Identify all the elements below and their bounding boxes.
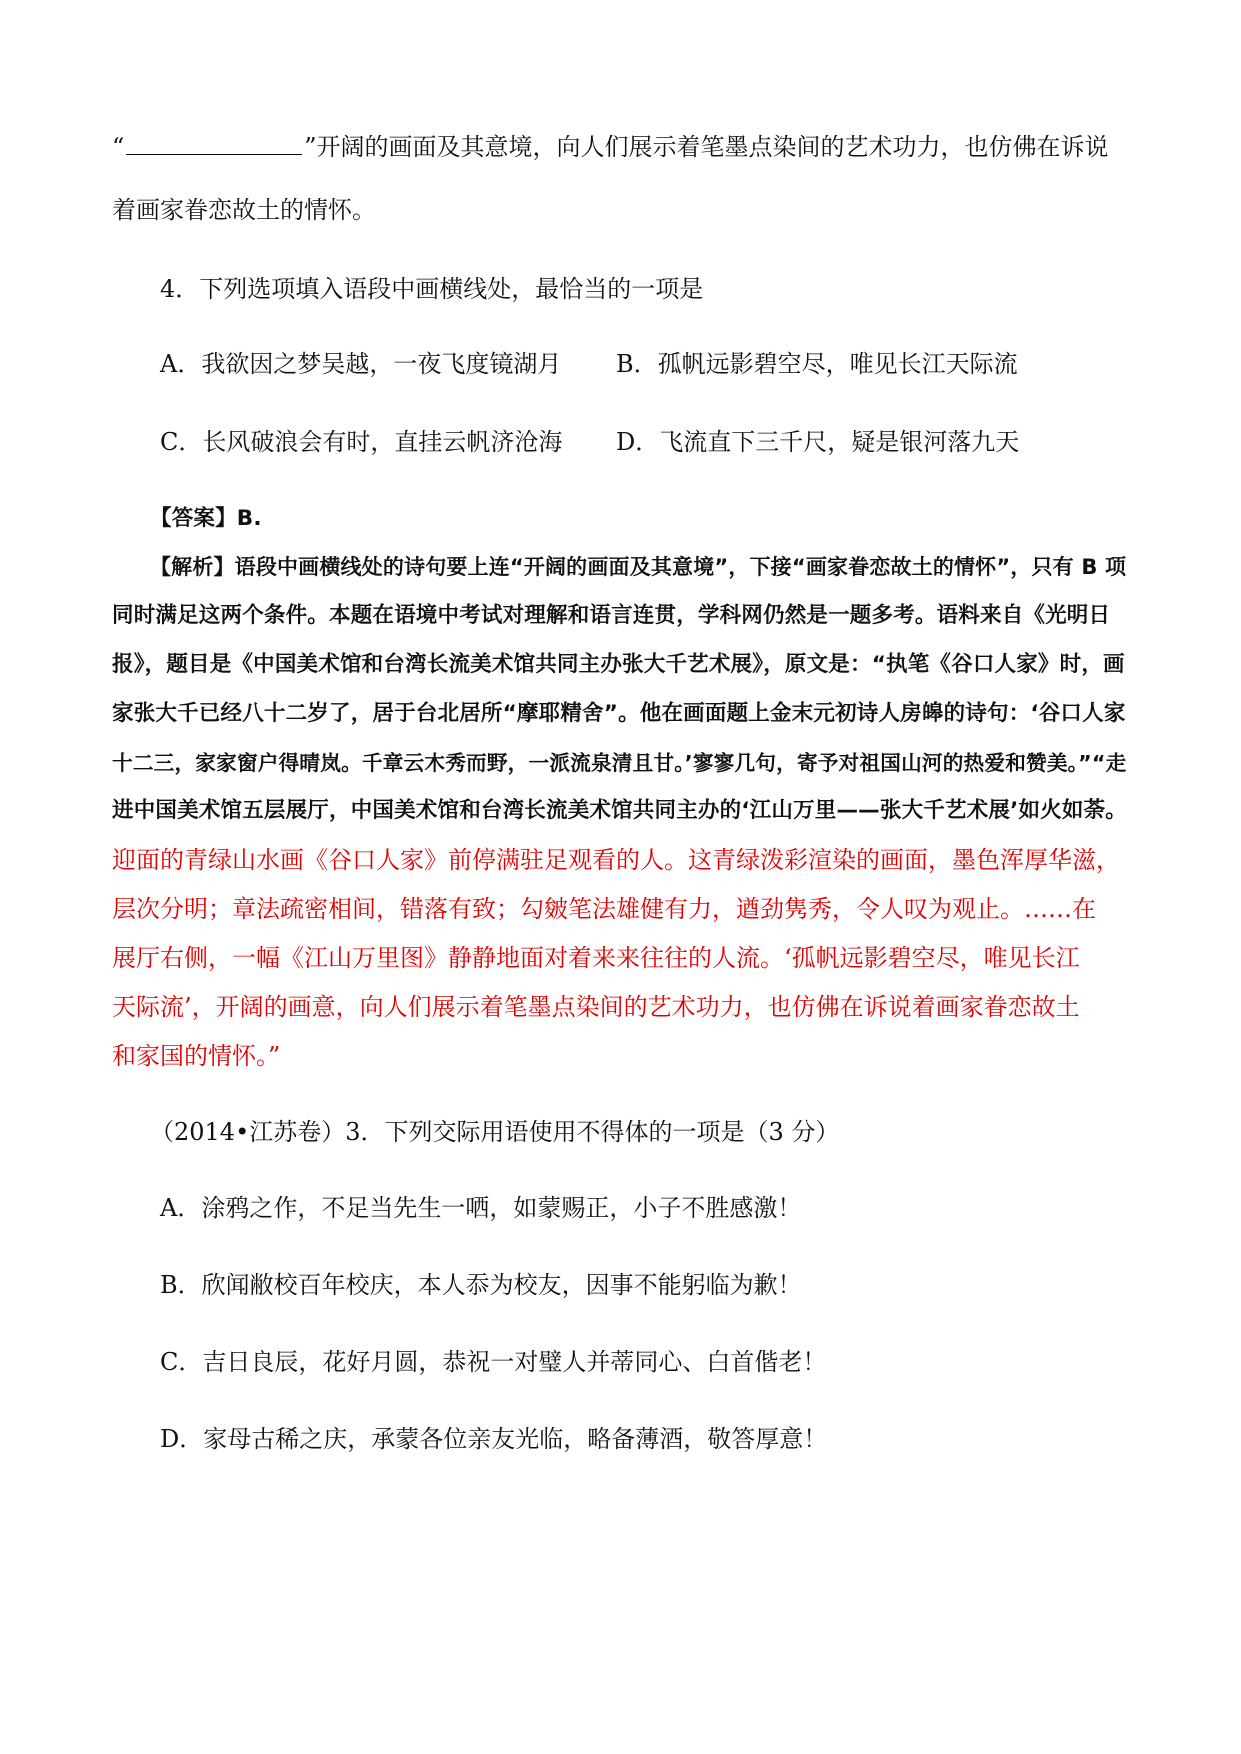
analysis-line-1: 【解析】语段中画横线处的诗句要上连“开阔的画面及其意境”，下接“画家眷恋故土的情怀”，只有 B 项 [150,555,1127,579]
question4-option-d: D．飞流直下三千尺，疑是银河落九天 [616,428,1020,456]
fill-in-blank [126,132,302,155]
question3-option-c: C．吉日良辰，花好月圆，恭祝一对璧人并蒂同心、白首偕老！ [160,1348,827,1376]
question3-option-b: B．欣闻敝校百年校庆，本人忝为校友，因事不能躬临为歉！ [160,1271,802,1299]
passage-line-1 [112,130,1109,164]
source-line-4: 天际流’，开阔的画意，向人们展示着笔墨点染间的艺术功力，也仿佛在诉说着画家眷恋故土 [112,993,1080,1021]
analysis-line-6: 进中国美术馆五层展厅，中国美术馆和台湾长流美术馆共同主办的‘江山万里——张大千艺术展’如火如荼。 [112,798,1127,823]
question4-answer: 【答案】B. [150,506,262,531]
analysis-line-3: 报》，题目是《中国美术馆和台湾长流美术馆共同主办张大千艺术展》，原文是：“执笔《谷口人家》时，画 [112,652,1125,677]
analysis-line-4: 家张大千已经八十二岁了，居于台北居所“摩耶精舍”。他在画面题上金末元初诗人房皞的诗句：‘谷口人家 [112,701,1126,726]
open-quote: “ [112,133,125,161]
source-line-2: 层次分明；章法疏密相间，错落有致；勾皴笔法雄健有力，遒劲隽秀，令人叹为观止。……在 [112,895,1096,923]
source-line-5: 和家国的情怀。” [112,1042,281,1070]
question4-option-a: A．我欲因之梦吴越，一夜飞度镜湖月 [160,350,562,378]
passage-line-1-text: ”开阔的画面及其意境，向人们展示着笔墨点染间的艺术功力，也仿佛在诉说 [304,133,1109,161]
question4-option-b: B．孤帆远影碧空尽，唯见长江天际流 [616,350,1018,378]
analysis-line-5: 十二三，家家窗户得晴岚。千章云木秀而野，一派流泉清且甘。’寥寥几句，寄予对祖国山河的热爱和赞美。”“走 [112,751,1127,775]
question3-option-a: A．涂鸦之作，不足当先生一哂，如蒙赐正，小子不胜感激！ [160,1194,802,1222]
question3-option-d: D．家母古稀之庆，承蒙各位亲友光临，略备薄酒，敬答厚意！ [160,1425,828,1453]
source-line-3: 展厅右侧，一幅《江山万里图》静静地面对着来来往往的人流。‘孤帆远影碧空尽，唯见长江 [112,944,1080,972]
question4-stem: 4．下列选项填入语段中画横线处，最恰当的一项是 [160,275,704,303]
analysis-line-2: 同时满足这两个条件。本题在语境中考试对理解和语言连贯，学科网仍然是一题多考。语料来自《光明日 [112,603,1111,628]
passage-line-2: 着画家眷恋故土的情怀。 [112,196,376,224]
source-line-1: 迎面的青绿山水画《谷口人家》前停满驻足观看的人。这青绿泼彩渲染的画面，墨色浑厚华滋， [112,846,1120,874]
question3-stem: （2014•江苏卷）3．下列交际用语使用不得体的一项是（3 分） [150,1118,840,1146]
question4-option-c: C．长风破浪会有时，直挂云帆济沧海 [160,428,563,456]
